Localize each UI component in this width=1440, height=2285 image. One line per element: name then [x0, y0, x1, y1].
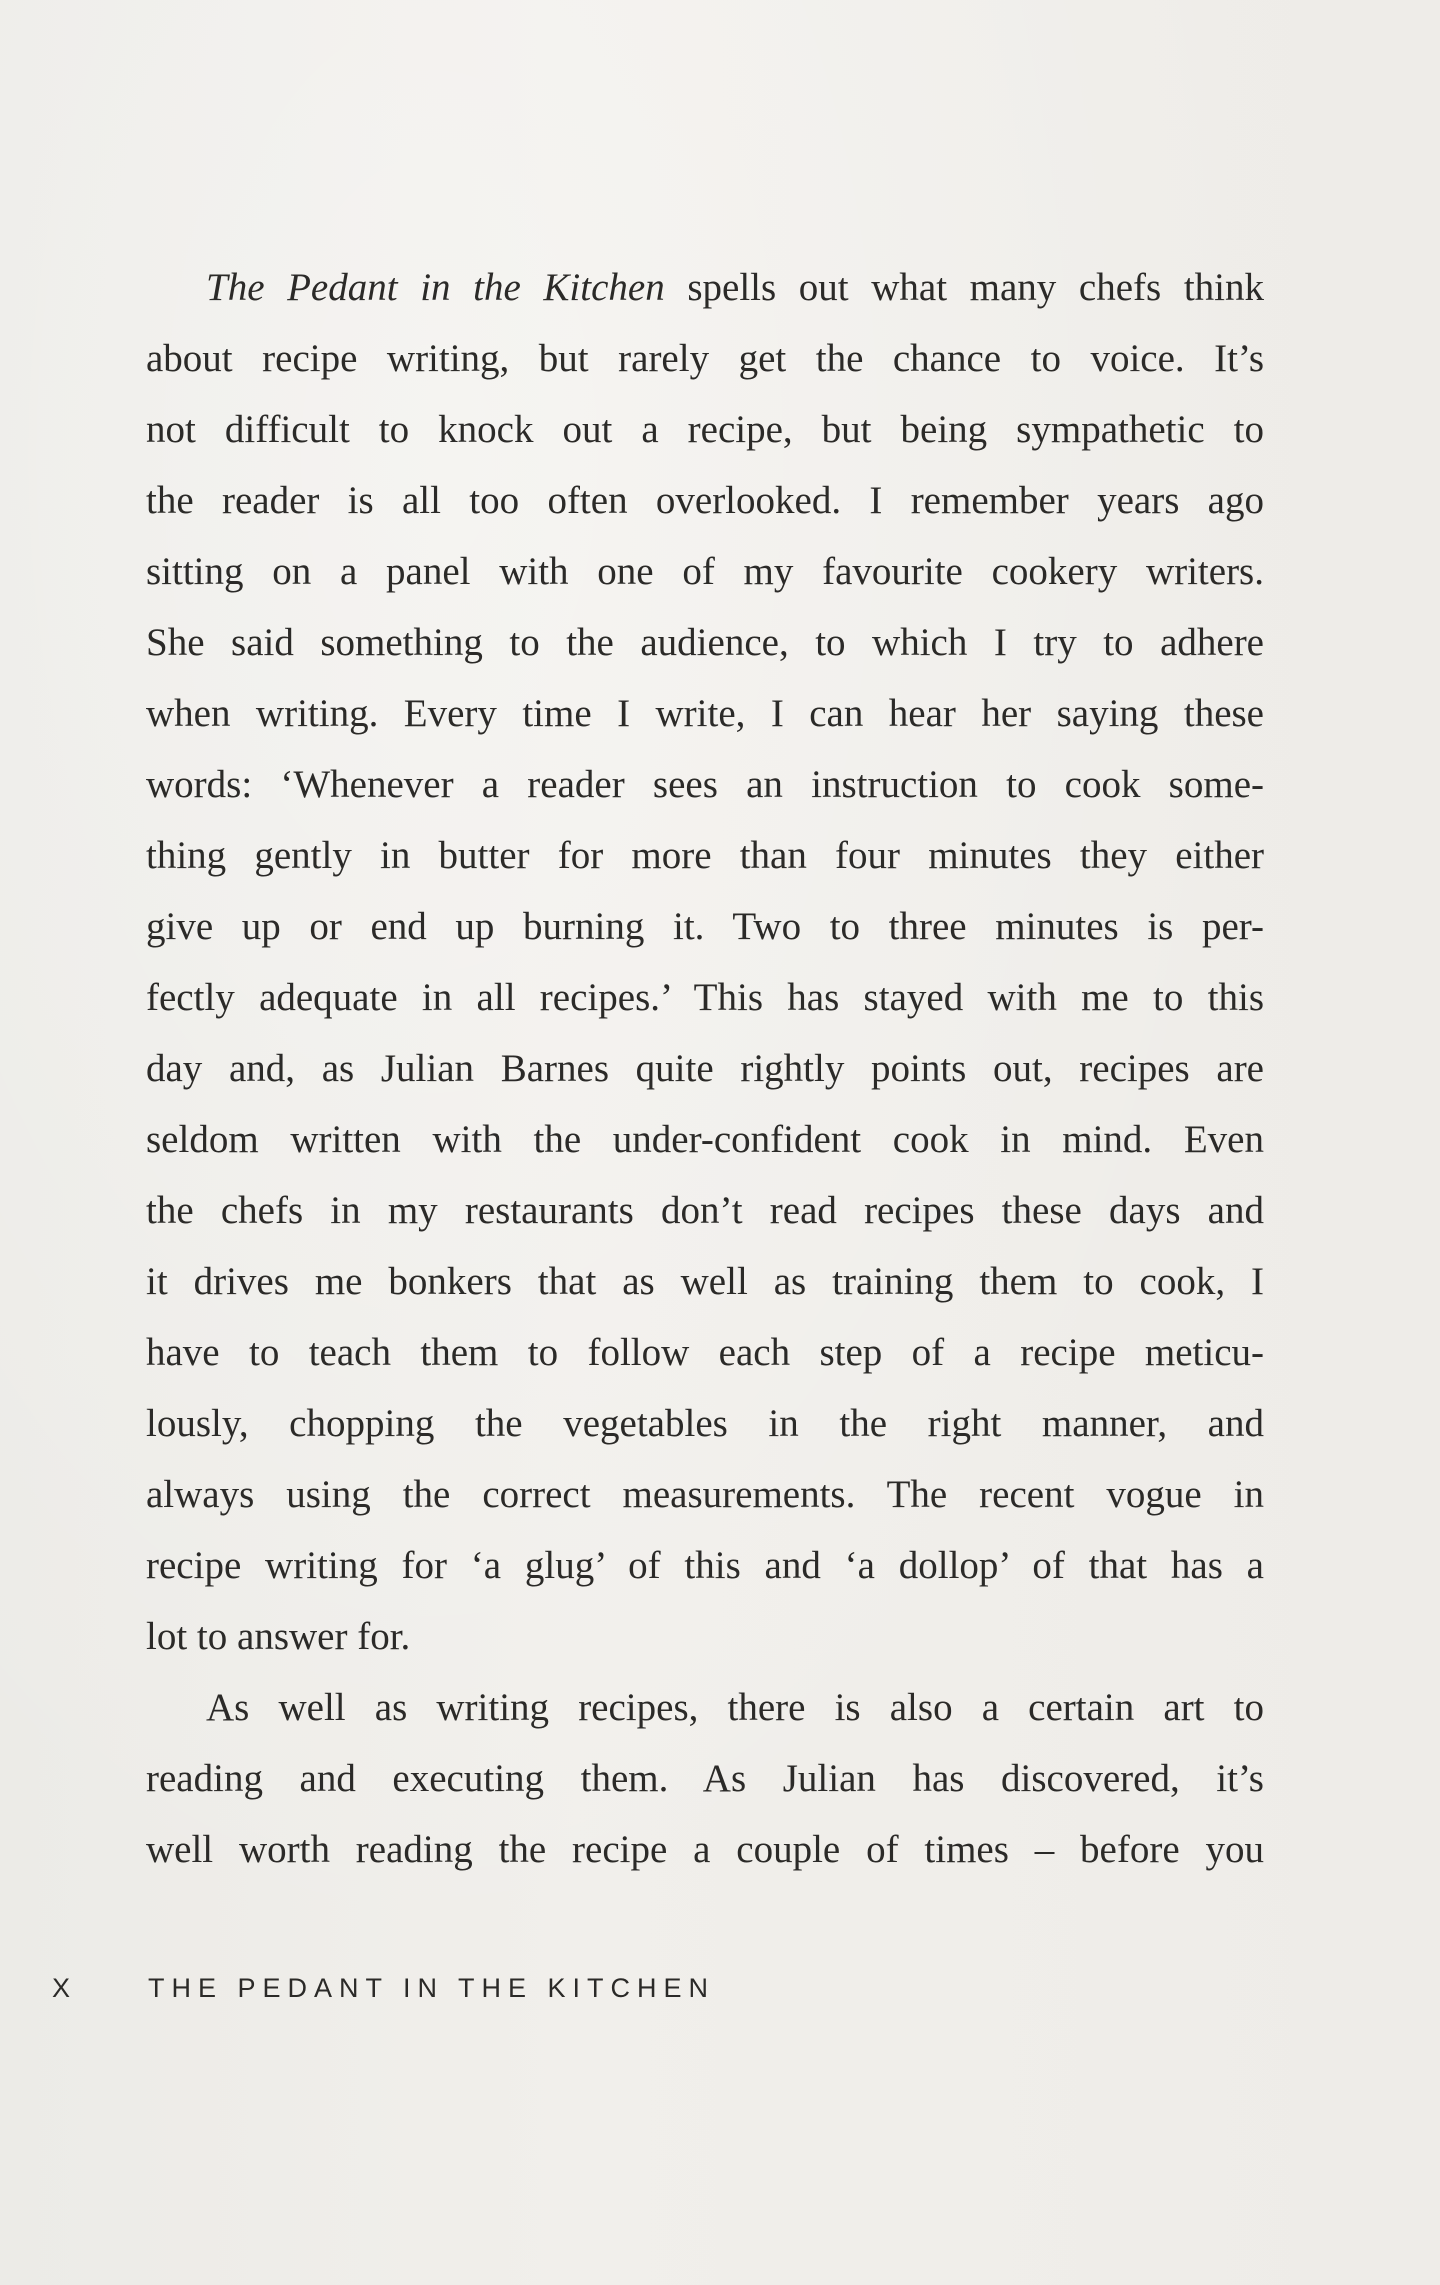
paragraph-1-line: seldom written with the under-confident cook in mind. Even — [146, 1118, 1264, 1161]
paragraph-2-line: well worth reading the recipe a couple of times – before you — [146, 1828, 1264, 1871]
paragraph-1-line: She said something to the audience, to which I try to adhere — [146, 621, 1264, 664]
paragraph-1-line: have to teach them to follow each step of a recipe meticu- — [146, 1331, 1264, 1374]
paragraph-1-line: sitting on a panel with one of my favourite cookery writers. — [146, 550, 1264, 593]
page-number: X — [52, 1973, 76, 2003]
paragraph-1-line: always using the correct measurements. The recent vogue in — [146, 1473, 1264, 1516]
paragraph-1-last-line: lot to answer for. — [146, 1615, 411, 1658]
paragraph-1-line: not difficult to knock out a recipe, but being sympathetic to — [146, 408, 1264, 451]
paragraph-1-line-1 — [146, 252, 1264, 323]
paragraph-2-line: As well as writing recipes, there is also a certain art to — [206, 1686, 1264, 1729]
book-title-italic: The Pedant in the Kitchen — [206, 266, 665, 309]
paragraph-1-line: about recipe writing, but rarely get the chance to voice. It’s — [146, 337, 1264, 380]
paragraph-1-line: when writing. Every time I write, I can hear her saying these — [146, 692, 1264, 735]
paragraph-1-line: give up or end up burning it. Two to three minutes is per- — [146, 905, 1264, 948]
paragraph-1-line: recipe writing for ‘a glug’ of this and ‘a dollop’ of that has a — [146, 1544, 1264, 1587]
paragraph-1-line: day and, as Julian Barnes quite rightly points out, recipes are — [146, 1047, 1264, 1090]
paragraph-1-line: words: ‘Whenever a reader sees an instruction to cook some- — [146, 763, 1264, 806]
paragraph-1-line: the reader is all too often overlooked. I remember years ago — [146, 479, 1264, 522]
body-text — [146, 252, 1264, 1885]
paragraph-1-line: lously, chopping the vegetables in the right manner, and — [146, 1402, 1264, 1445]
paragraph-1-line: it drives me bonkers that as well as training them to cook, I — [146, 1260, 1264, 1303]
paragraph-1-line: fectly adequate in all recipes.’ This has stayed with me to this — [146, 976, 1264, 1019]
line-text: spells out what many chefs think — [664, 266, 1264, 309]
paragraph-1-line: the chefs in my restaurants don’t read recipes these days and — [146, 1189, 1264, 1232]
running-head: THE PEDANT IN THE KITCHEN — [148, 1973, 716, 2003]
paragraph-1-line: thing gently in butter for more than four minutes they either — [146, 834, 1264, 877]
paragraph-2-line: reading and executing them. As Julian has discovered, it’s — [146, 1757, 1264, 1800]
